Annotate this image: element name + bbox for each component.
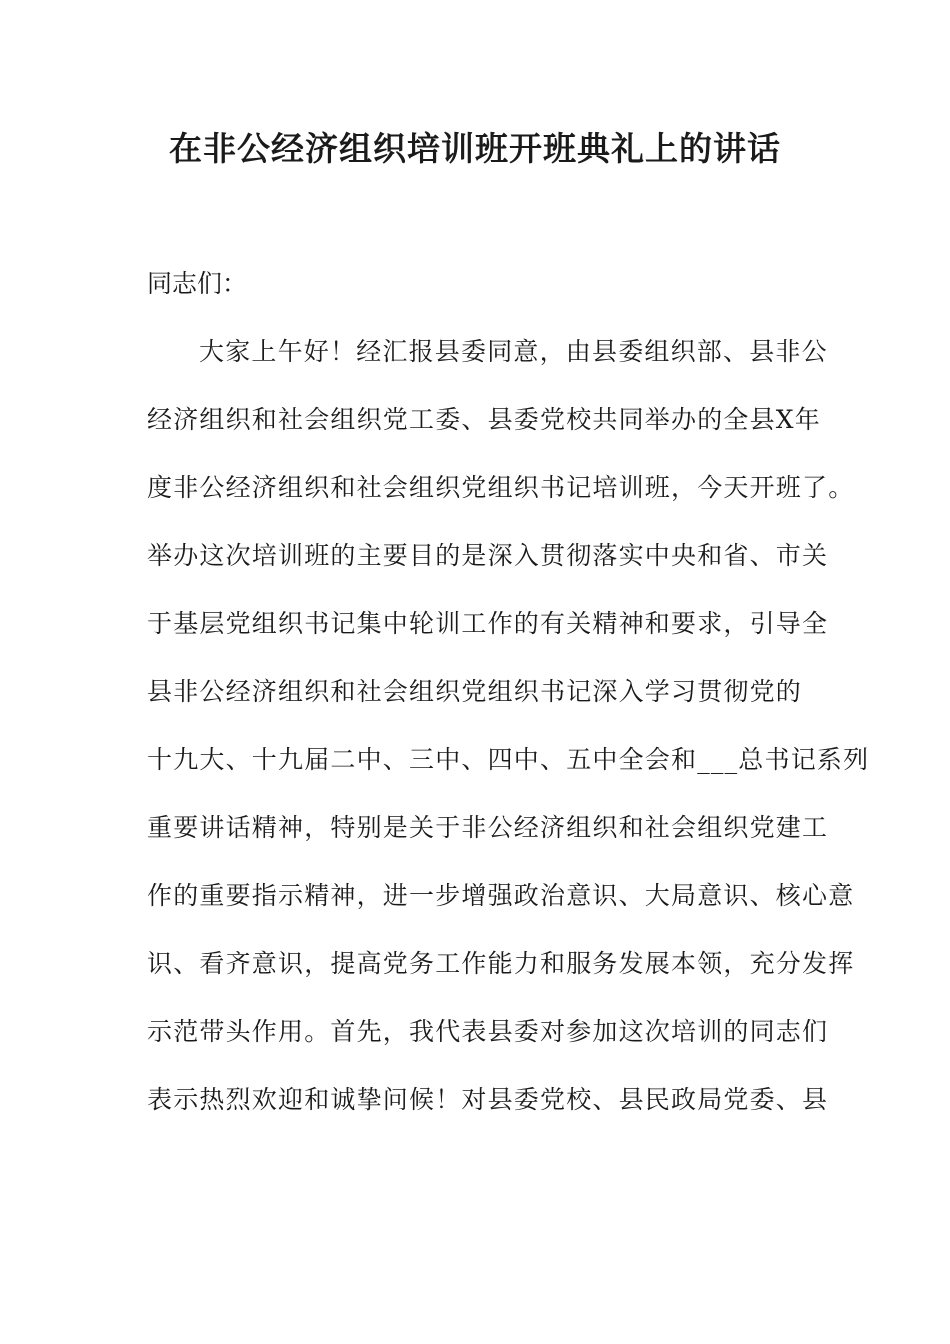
body-line: 大家上午好！经汇报县委同意，由县委组织部、县非公	[199, 337, 828, 366]
body-line: 作的重要指示精神，进一步增强政治意识、大局意识、核心意	[147, 881, 855, 910]
body-line: 识、看齐意识，提高党务工作能力和服务发展本领，充分发挥	[147, 949, 855, 978]
body-line: 十九大、十九届二中、三中、四中、五中全会和___总书记系列	[147, 745, 870, 774]
body-line: 举办这次培训班的主要目的是深入贯彻落实中央和省、市关	[147, 541, 829, 570]
body-text	[147, 332, 870, 1148]
body-line: 重要讲话精神，特别是关于非公经济组织和社会组织党建工	[147, 813, 829, 842]
document-title: 在非公经济组织培训班开班典礼上的讲话	[169, 129, 781, 168]
body-line: 表示热烈欢迎和诚挚问候！对县委党校、县民政局党委、县	[147, 1085, 829, 1114]
body-line: 度非公经济组织和社会组织党组织书记培训班，今天开班了。	[147, 473, 855, 502]
body-line: 示范带头作用。首先，我代表县委对参加这次培训的同志们	[147, 1017, 829, 1046]
body-line: 于基层党组织书记集中轮训工作的有关精神和要求，引导全	[147, 609, 829, 638]
body-line: 经济组织和社会组织党工委、县委党校共同举办的全县X年	[147, 405, 822, 434]
body-line: 县非公经济组织和社会组织党组织书记深入学习贯彻党的	[147, 677, 803, 706]
salutation: 同志们：	[147, 269, 248, 298]
